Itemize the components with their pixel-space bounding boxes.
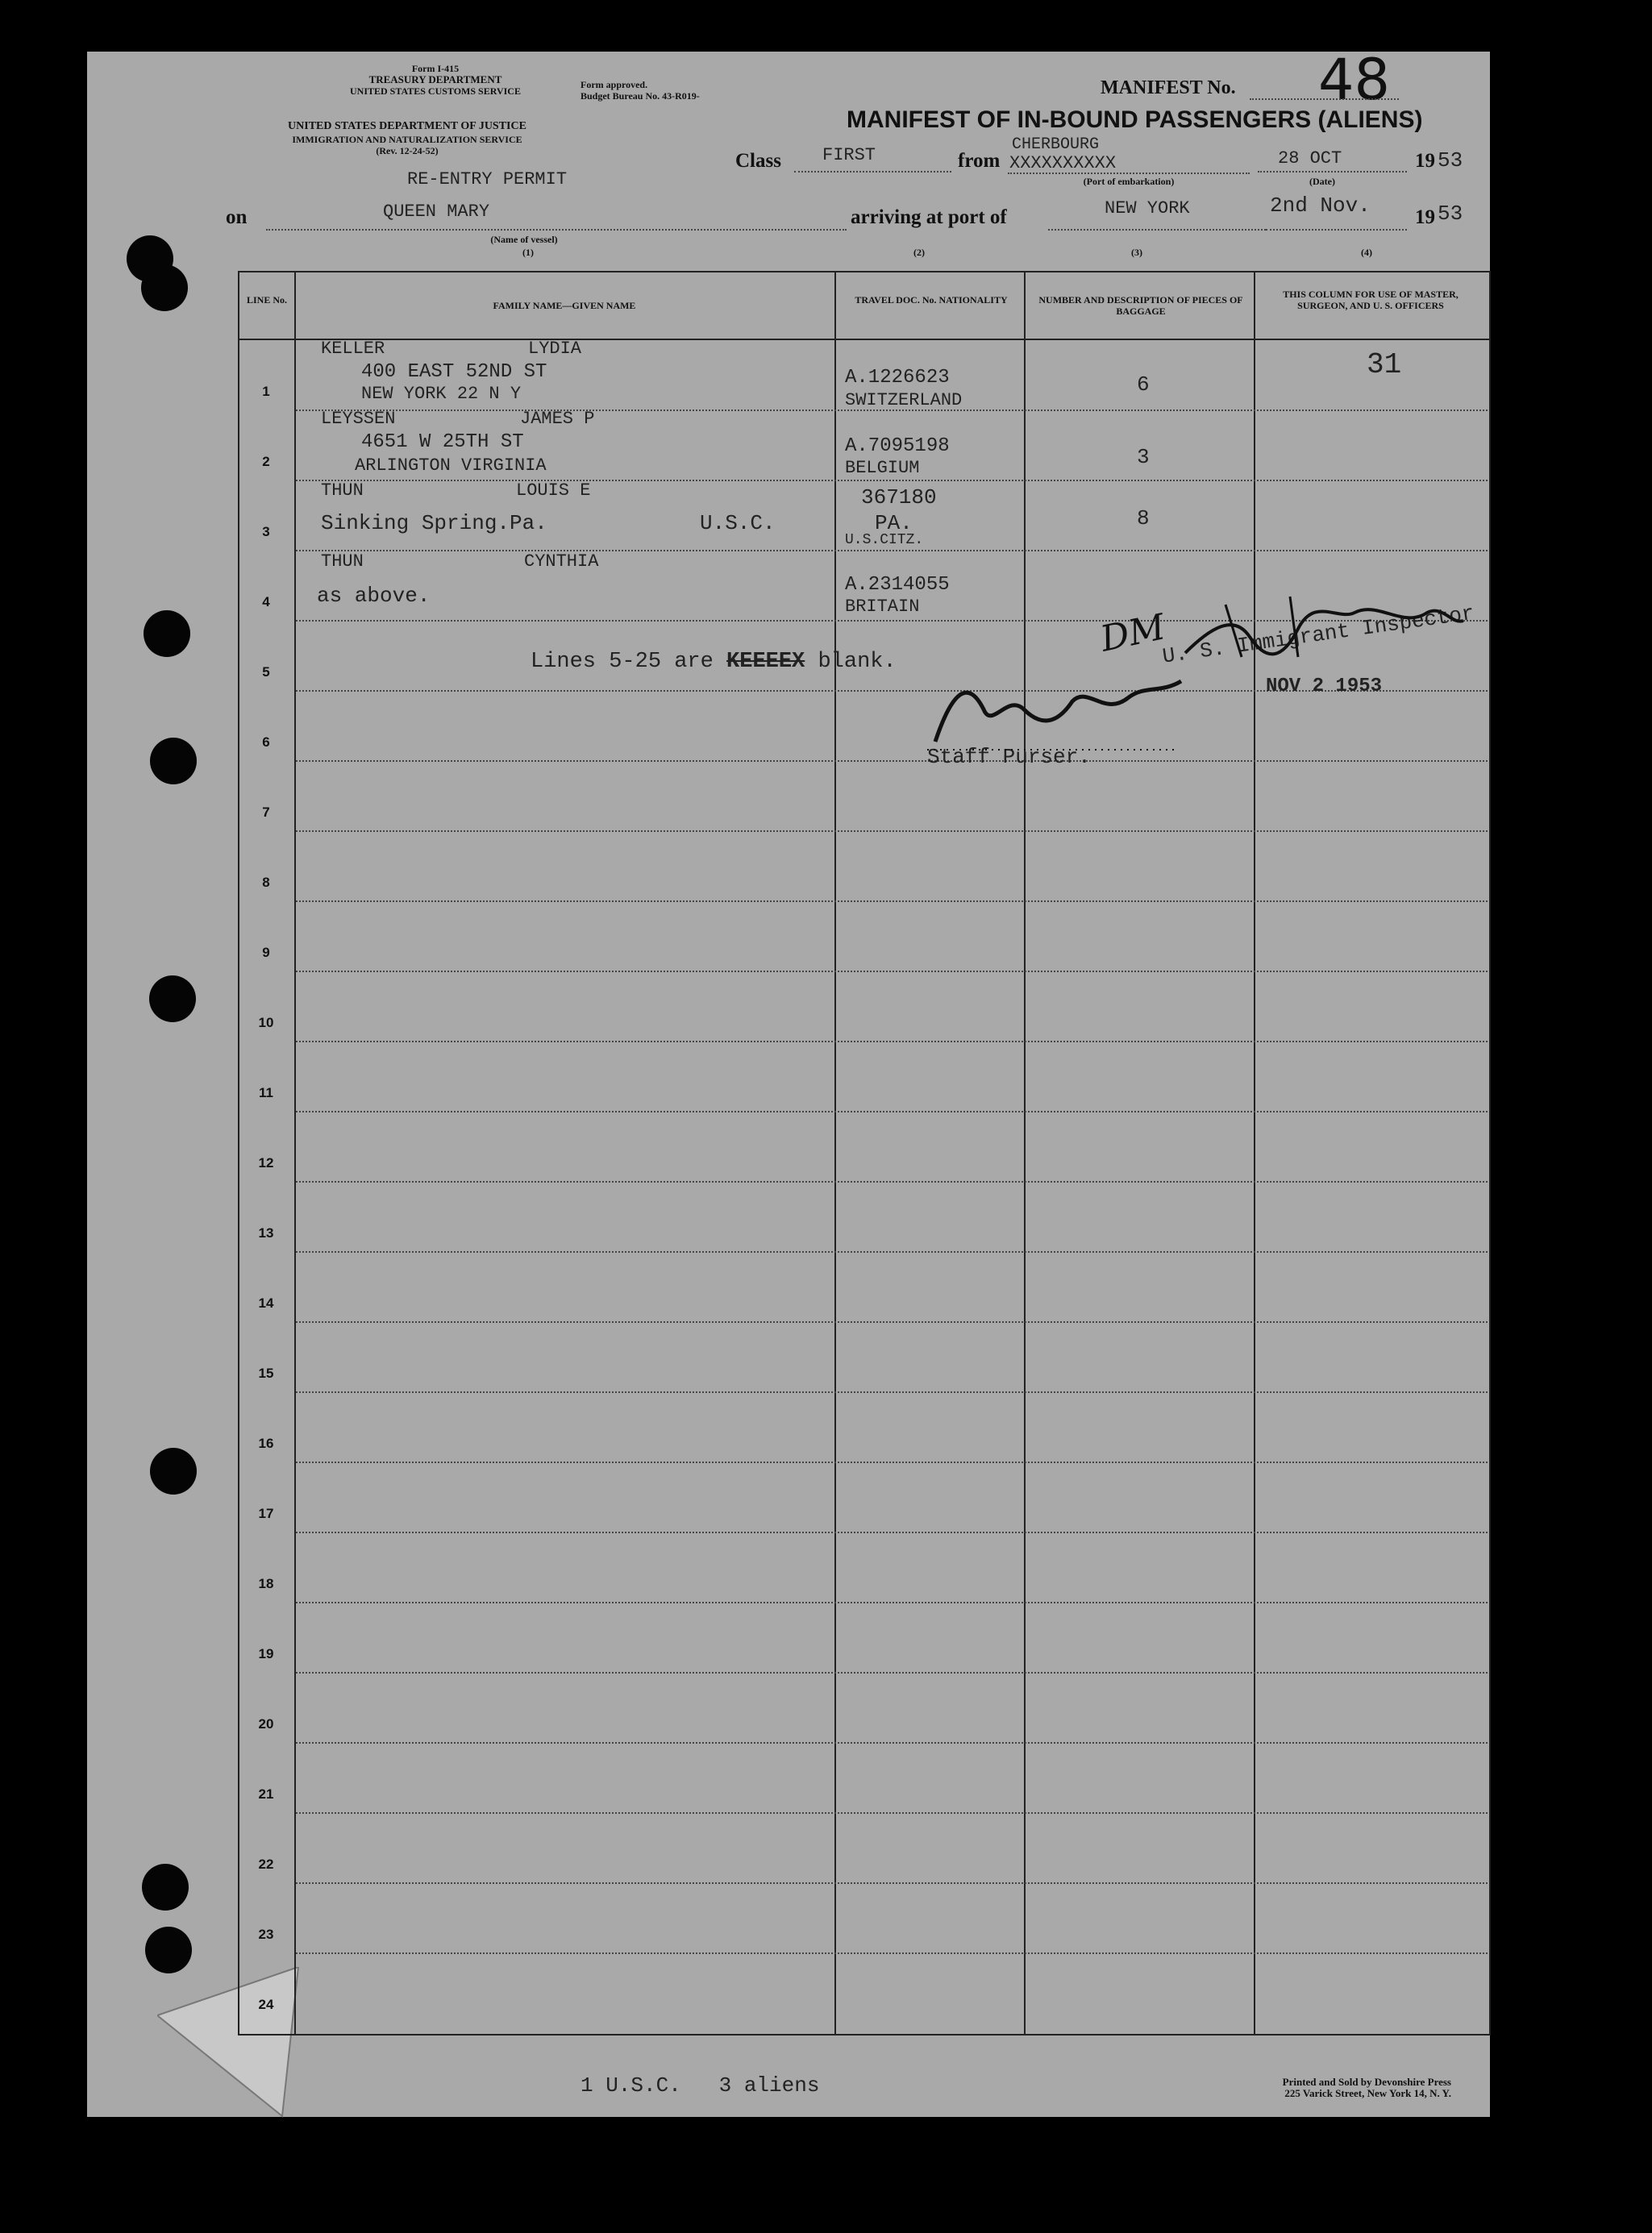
summary-footer: 1 U.S.C. 3 aliens: [580, 2073, 820, 2098]
line-number: 20: [258, 1716, 274, 1732]
passenger-2-family: LEYSSEN: [321, 409, 396, 429]
line-number: 13: [258, 1225, 274, 1241]
row-divider: [296, 1111, 1488, 1112]
inspector-signature: [1177, 580, 1467, 677]
on-label: on: [226, 206, 248, 228]
passenger-1-addr2: NEW YORK 22 N Y: [361, 384, 522, 404]
row-divider: [296, 971, 1488, 972]
passenger-4-addr1: as above.: [317, 584, 431, 608]
passenger-4-doc: A.2314055: [845, 574, 950, 596]
manifest-no-label: MANIFEST No.: [1101, 77, 1236, 98]
arrival-year-prefix: 19: [1415, 206, 1435, 228]
punch-hole: [150, 738, 197, 784]
passenger-1-family: KELLER: [321, 339, 385, 359]
row-divider: [296, 1882, 1488, 1884]
line-number: 4: [262, 594, 270, 609]
customs-label: UNITED STATES CUSTOMS SERVICE: [350, 85, 521, 97]
line-number: 17: [258, 1506, 274, 1521]
passenger-4-family: THUN: [321, 551, 364, 572]
year-prefix: 19: [1415, 150, 1435, 172]
col-4-label: (4): [1361, 247, 1372, 258]
passenger-2-nationality: BELGIUM: [845, 458, 920, 478]
inspector-date: NOV 2 1953: [1266, 676, 1383, 697]
col-3-label: (3): [1131, 247, 1142, 258]
embark-port: CHERBOURG: [1012, 135, 1100, 154]
passenger-3-nationality: U.S.CITZ.: [845, 532, 924, 548]
row-divider: [296, 1742, 1488, 1744]
year-value: 53: [1438, 148, 1463, 173]
row-divider: [296, 1041, 1488, 1042]
arrival-port: NEW YORK: [1105, 198, 1190, 218]
row-divider: [296, 1462, 1488, 1463]
blank-lines-prefix: Lines 5-25 are: [531, 650, 714, 674]
row-divider: [296, 1391, 1488, 1393]
row-divider: [296, 900, 1488, 902]
header-officers: THIS COLUMN FOR USE OF MASTER, SURGEON, AND U. S. OFFICERS: [1283, 289, 1459, 311]
line-number: 14: [258, 1295, 274, 1311]
passenger-4-nationality: BRITAIN: [845, 597, 920, 617]
purser-signature: [919, 661, 1185, 758]
row-divider: [296, 1532, 1488, 1533]
line-number: 3: [262, 524, 270, 539]
passenger-4-given: CYNTHIA: [524, 551, 599, 572]
col-2-label: (2): [913, 247, 925, 258]
port-caption: (Port of embarkation): [1083, 176, 1175, 187]
arrival-year: 53: [1438, 202, 1463, 226]
passenger-3-family: THUN: [321, 480, 364, 501]
passenger-2-doc: A.7095198: [845, 435, 950, 457]
line-number: 1: [262, 384, 270, 399]
passenger-3-doc: 367180: [861, 485, 937, 509]
passenger-2-baggage: 3: [1137, 445, 1150, 469]
header-name: FAMILY NAME—GIVEN NAME: [493, 300, 636, 311]
form-approved: Form approved.: [580, 79, 648, 90]
punch-hole: [141, 264, 188, 311]
row-divider: [296, 1812, 1488, 1814]
row-divider: [296, 480, 1488, 481]
line-number: 19: [258, 1646, 274, 1661]
blank-lines-note: [531, 650, 897, 674]
line-number: 23: [258, 1927, 274, 1942]
manifest-number: 48: [1318, 47, 1391, 113]
line-number: 8: [262, 875, 270, 890]
vessel-name: QUEEN MARY: [383, 202, 490, 222]
officer-mark: 31: [1367, 348, 1402, 381]
printer-line-1: Printed and Sold by Devonshire Press: [1282, 2076, 1451, 2088]
budget-bureau: Budget Bureau No. 43-R019-: [580, 90, 700, 102]
ins-label: IMMIGRATION AND NATURALIZATION SERVICE: [292, 134, 522, 145]
embark-port-struck: XXXXXXXXXX: [1009, 153, 1117, 173]
passenger-3-state: PA.: [875, 511, 913, 535]
row-divider: [296, 1602, 1488, 1603]
line-number: 15: [258, 1366, 274, 1381]
row-divider: [296, 1672, 1488, 1674]
arrival-date: 2nd Nov.: [1270, 193, 1371, 218]
printer-line-2: 225 Varick Street, New York 14, N. Y.: [1284, 2087, 1451, 2099]
line-number: 10: [258, 1015, 274, 1030]
line-number: 5: [262, 664, 270, 680]
arriving-label: arriving at port of: [851, 206, 1007, 228]
punch-hole: [149, 975, 196, 1022]
line-number: 7: [262, 805, 270, 820]
from-label: from: [958, 150, 1001, 172]
form-number: Form I-415: [411, 63, 460, 74]
line-number: 11: [259, 1085, 273, 1100]
passenger-3-usc: U.S.C.: [700, 511, 776, 535]
treasury-label: TREASURY DEPARTMENT: [368, 73, 502, 85]
line-number: 16: [258, 1436, 274, 1451]
vessel-caption: (Name of vessel): [490, 234, 558, 245]
row-divider: [296, 1321, 1488, 1323]
col-1-label: (1): [522, 247, 534, 258]
revision-label: (Rev. 12-24-52): [376, 145, 439, 156]
row-divider: [296, 1181, 1488, 1183]
passenger-2-addr2: ARLINGTON VIRGINIA: [355, 455, 547, 476]
passenger-1-baggage: 6: [1137, 372, 1150, 397]
punch-hole: [142, 1864, 189, 1911]
manifest-title: MANIFEST OF IN-BOUND PASSENGERS (ALIENS): [847, 106, 1423, 133]
line-number: 6: [262, 734, 270, 750]
header-line-no: LINE No.: [246, 294, 287, 306]
blank-lines-suffix: blank.: [818, 650, 897, 674]
line-number: 2: [262, 454, 270, 469]
line-number: 18: [258, 1576, 274, 1591]
blank-lines-struck: KEEEEX: [726, 650, 805, 674]
departure-date: 28 OCT: [1278, 148, 1342, 168]
row-divider: [296, 550, 1488, 551]
row-divider: [296, 1251, 1488, 1253]
line-number: 21: [258, 1786, 274, 1802]
class-value: FIRST: [822, 145, 876, 165]
passenger-1-addr1: 400 EAST 52ND ST: [361, 361, 547, 383]
passenger-2-addr1: 4651 W 25TH ST: [361, 431, 524, 453]
passenger-3-addr1: Sinking Spring.Pa.: [321, 511, 547, 535]
passenger-1-nationality: SWITZERLAND: [845, 390, 963, 410]
line-number: 9: [262, 945, 270, 960]
row-divider: [296, 760, 1488, 762]
inspector-initials: DM: [1096, 606, 1169, 660]
row-divider: [296, 830, 1488, 832]
passenger-1-given: LYDIA: [528, 339, 582, 359]
inspector-label: U. S. Immigrant Inspector: [1161, 601, 1476, 669]
passenger-3-baggage: 8: [1137, 506, 1150, 530]
passenger-2-given: JAMES P: [520, 409, 595, 429]
line-number: 24: [258, 1997, 274, 2012]
header-travel-doc: TRAVEL DOC. No. NATIONALITY: [855, 294, 1008, 306]
punch-hole: [144, 610, 190, 657]
row-divider: [296, 1952, 1488, 1954]
line-number: 12: [258, 1155, 274, 1171]
line-number: 22: [258, 1857, 274, 1872]
header-baggage: NUMBER AND DESCRIPTION OF PIECES OF BAGGAGE: [1038, 294, 1243, 317]
justice-label: UNITED STATES DEPARTMENT OF JUSTICE: [288, 120, 526, 132]
reentry-permit: RE-ENTRY PERMIT: [407, 169, 568, 189]
date-caption: (Date): [1309, 176, 1335, 187]
class-label: Class: [735, 150, 781, 172]
passenger-3-given: LOUIS E: [516, 480, 591, 501]
punch-hole: [150, 1448, 197, 1495]
purser-label: Staff Purser.: [927, 745, 1091, 769]
passenger-1-doc: A.1226623: [845, 367, 950, 389]
